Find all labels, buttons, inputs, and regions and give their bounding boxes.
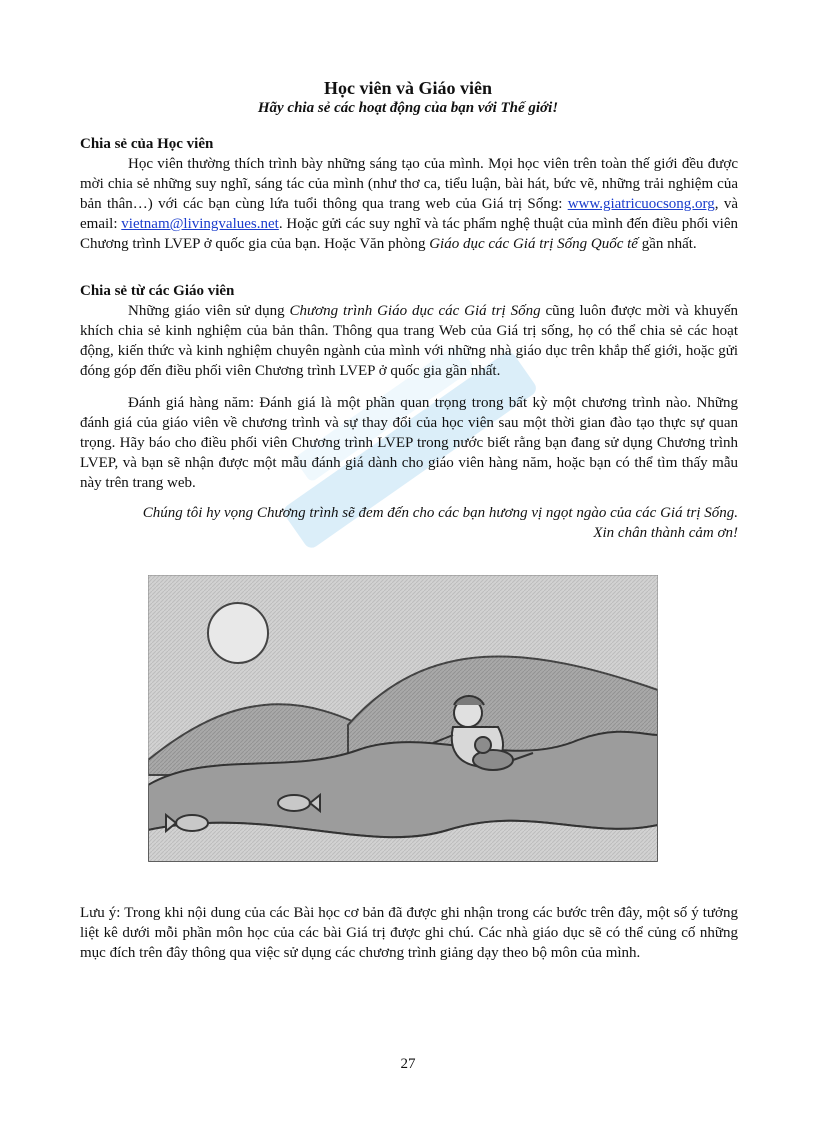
teachers-text-b: cũng luôn được mời và khuyến khích chia sẻ kinh nghiệm của bản thân. Thông qua trang Web của Giá trị sống, họ có thể chia sẻ các hoạt động, kiến thức và kinh nghiệm chuyên ngành của mình với những nhà giáo dục trên khắp thế giới, hoặc gửi đóng góp đến điều phối viên Chương trình LVEP ở quốc gia gần nhất. [80,303,738,379]
child-river-illustration [148,575,658,862]
note-paragraph: Lưu ý: Trong khi nội dung của các Bài học cơ bản đã được ghi nhận trong các bước trên đây, một số ý tưởng liệt kê dưới mỗi phần môn học của các bài Giá trị được ghi chú. Các nhà giáo dục sẽ có thể củng cố những mục đích trên đây thông qua việc sử dụng các chương trình giảng dạy theo bộ môn của mình. [80,905,738,961]
closing-line-2: Xin chân thành cảm ơn! [593,525,738,541]
teachers-text-a: Những giáo viên sử dụng [128,303,290,319]
closing-line-1: Chúng tôi hy vọng Chương trình sẽ đem đến cho các bạn hương vị ngọt ngào của các Giá trị Sống. [142,505,738,521]
teachers-paragraph-1 [80,301,738,381]
students-text-a: Học viên thường thích trình bày những sáng tạo của mình. Mọi học viên trên toàn thế giới đều được mời chia sẻ những suy nghĩ, sáng tác của mình (như thơ ca, tiểu luận, bài hát, bức vẽ, những trải nghiệm của bản thân…) với các bạn cùng lứa tuổi thông qua trang web của Giá trị Sống: [80,156,738,212]
page-title: Học viên và Giáo viên [324,78,492,98]
students-text-italic: Giáo dục các Giá trị Sống Quốc tế [429,236,638,252]
students-text-d: gần nhất. [637,236,697,252]
section-heading-students: Chia sẻ của Học viên [80,136,214,152]
evaluation-text: Đánh giá hàng năm: Đánh giá là một phần quan trọng trong bất kỳ một chương trình nào. Những đánh giá của giáo viên về chương trình và sự thay đổi của học viên sau một thời gian đào tạo thực sự quan trọng. Hãy báo cho điều phối viên Chương trình LVEP trong nước biết rằng bạn đang sử dụng Chương trình LVEP, và bạn sẽ nhận được một mẫu đánh giá dành cho giáo viên hàng năm, hoặc bạn có thể tìm thấy mẫu này trên trang web. [80,395,738,491]
email-link[interactable]: vietnam@livingvalues.net [121,216,279,232]
page-subtitle: Hãy chia sẻ các hoạt động của bạn với Thế giới! [257,100,559,116]
teachers-paragraph-2 [80,393,738,493]
students-text-b: , và email: [80,196,738,232]
students-paragraph [80,154,738,254]
closing-block [80,503,738,543]
teachers-text-italic: Chương trình Giáo dục các Giá trị Sống [289,303,541,319]
page-number: 27 [400,1056,416,1072]
website-link[interactable]: www.giatricuocsong.org [567,196,715,212]
section-heading-teachers: Chia sẻ từ các Giáo viên [80,283,235,299]
students-text-c: . Hoặc gửi các suy nghĩ và tác phẩm nghệ thuật của mình đến điều phối viên Chương trình LVEP ở quốc gia của bạn. Hoặc Văn phòng [80,216,738,252]
